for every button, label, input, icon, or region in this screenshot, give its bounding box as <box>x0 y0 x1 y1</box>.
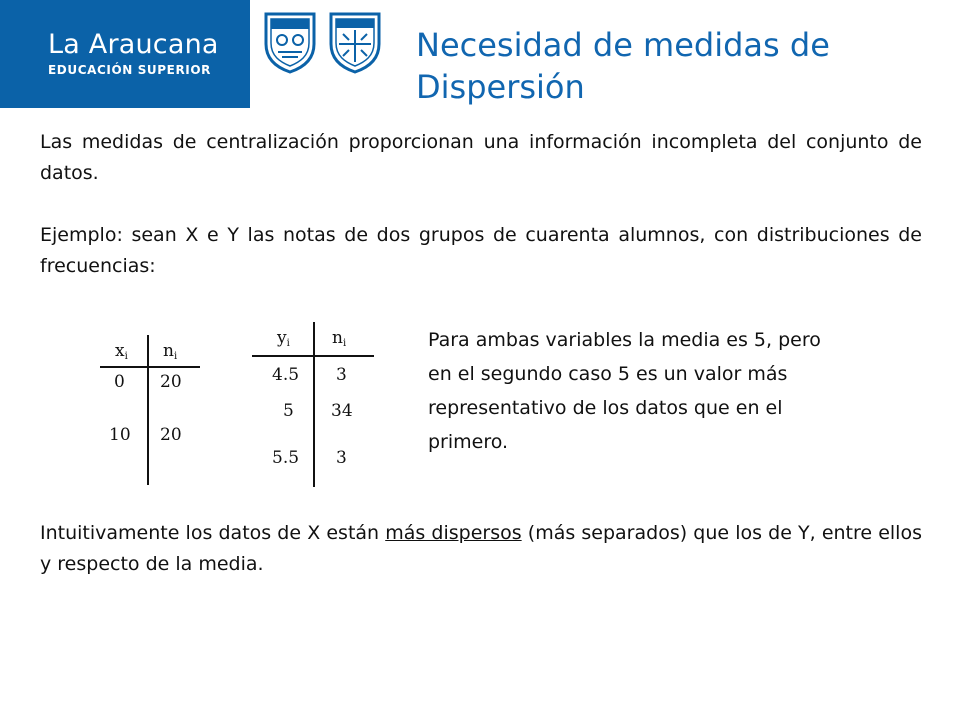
table-x-cell: 20 <box>160 372 182 392</box>
crest-logo-icon <box>262 10 318 74</box>
table-x-cell: 20 <box>160 425 182 445</box>
table-y-cell: 3 <box>336 448 347 468</box>
mean-comparison-note: Para ambas variables la media es 5, pero en el segundo caso 5 es un valor más representativo de los datos que en el primero. <box>428 329 821 453</box>
brand-name: La Araucana <box>48 29 219 60</box>
table-x-cell: 10 <box>109 425 131 445</box>
table-y-cell: 4.5 <box>272 365 300 385</box>
brand-subtitle: EDUCACIÓN SUPERIOR <box>48 63 212 77</box>
frequency-table-y <box>252 322 374 487</box>
table-y-cell: 3 <box>336 365 347 385</box>
table-y-cell: 5 <box>283 401 294 421</box>
table-x-header-rule <box>100 366 200 368</box>
table-x-header-var: $x_i$ <box>115 341 128 362</box>
table-x-header-freq: $n_i$ <box>163 341 178 362</box>
table-y-header-var: $y_i$ <box>277 328 290 349</box>
slide-title: Necesidad de medidas de Dispersión <box>416 26 830 106</box>
intro-paragraph: Las medidas de centralización proporcionan una información incompleta del conjunto de datos. <box>40 131 922 184</box>
conclusion-text-start: Intuitivamente los datos de X están <box>40 522 386 544</box>
conclusion-paragraph <box>40 518 922 580</box>
crest-emblem-icon <box>327 10 383 74</box>
frequency-table-x <box>100 335 200 485</box>
table-x-column-rule <box>147 335 149 485</box>
conclusion-text-end: (más separados) que los de Y, entre ellos y respecto de la media. <box>40 522 922 575</box>
table-y-cell: 34 <box>331 401 353 421</box>
example-paragraph: Ejemplo: sean X e Y las notas de dos grupos de cuarenta alumnos, con distribuciones de frecuencias: <box>40 224 922 277</box>
slide-header <box>0 0 960 108</box>
brand-panel <box>0 0 250 108</box>
table-x-cell: 0 <box>114 372 125 392</box>
table-y-cell: 5.5 <box>272 448 300 468</box>
underlined-phrase: más dispersos <box>385 522 522 544</box>
table-y-header-freq: $n_i$ <box>332 328 347 349</box>
table-y-column-rule <box>313 322 315 487</box>
